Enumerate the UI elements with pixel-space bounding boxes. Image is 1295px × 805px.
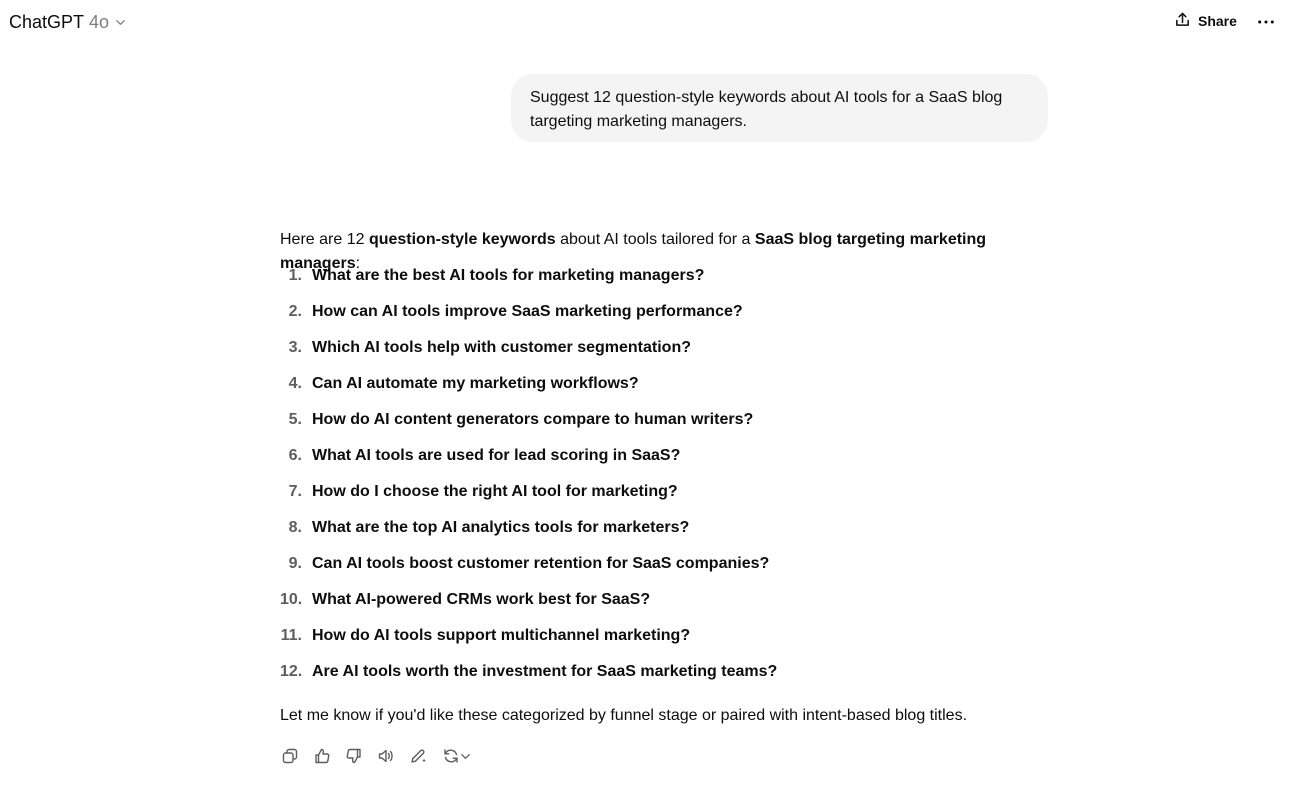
thumbs-down-icon — [345, 747, 363, 770]
intro-text: about AI tools tailored for a — [555, 231, 755, 248]
list-item — [280, 480, 1060, 516]
list-number: 9. — [288, 555, 302, 572]
read-aloud-button[interactable] — [372, 746, 400, 770]
share-icon — [1174, 11, 1191, 31]
more-options-button[interactable] — [1255, 11, 1277, 31]
copy-icon — [281, 747, 299, 770]
list-number: 4. — [288, 375, 302, 392]
share-button[interactable] — [1174, 10, 1237, 32]
user-message-text: Suggest 12 question-style keywords about AI tools for a SaaS blog targeting marketing managers. — [530, 89, 1003, 130]
intro-text: Here are 12 — [280, 231, 369, 248]
list-item — [280, 444, 1060, 480]
list-item — [280, 552, 1060, 588]
copy-button[interactable] — [276, 746, 304, 770]
thumbs-up-icon — [313, 747, 331, 770]
keyword-text: Can AI automate my marketing workflows? — [312, 375, 639, 392]
list-number: 10. — [280, 591, 303, 608]
assistant-message — [280, 228, 1060, 724]
list-number: 11. — [280, 627, 302, 644]
keyword-text: Which AI tools help with customer segmentation? — [312, 339, 691, 356]
list-number: 3. — [288, 339, 302, 356]
keyword-text: What AI tools are used for lead scoring in SaaS? — [312, 447, 681, 464]
list-number: 2. — [288, 303, 302, 320]
keyword-text: How do I choose the right AI tool for marketing? — [312, 483, 678, 500]
intro-bold-text: SaaS blog targeting marketing managers — [280, 231, 987, 272]
keyword-text: Can AI tools boost customer retention for SaaS companies? — [312, 555, 770, 572]
keyword-text: How do AI content generators compare to human writers? — [312, 411, 754, 428]
list-item — [280, 372, 1060, 408]
list-item — [280, 516, 1060, 552]
list-item — [280, 408, 1060, 444]
share-label: Share — [1198, 13, 1237, 29]
ellipsis-icon — [1257, 12, 1275, 30]
list-item — [280, 624, 1060, 660]
model-version: 4o — [89, 12, 110, 32]
read-aloud-icon — [377, 747, 395, 770]
intro-bold-text: question-style keywords — [368, 231, 556, 248]
keyword-text: Are AI tools worth the investment for SaaS marketing teams? — [312, 663, 778, 680]
keyword-text: How can AI tools improve SaaS marketing performance? — [312, 303, 743, 320]
keyword-text: What are the best AI tools for marketing managers? — [312, 267, 705, 284]
top-bar — [0, 0, 1295, 44]
bad-response-button[interactable] — [340, 746, 368, 770]
list-item — [280, 264, 1060, 300]
list-item — [280, 660, 1060, 696]
intro-text: : — [355, 255, 361, 272]
assistant-outro: Let me know if you'd like these categorized by funnel stage or paired with intent-based blog titles. — [280, 707, 968, 724]
keyword-text: What AI-powered CRMs work best for SaaS? — [312, 591, 651, 608]
model-name: ChatGPT — [9, 12, 85, 32]
good-response-button[interactable] — [308, 746, 336, 770]
model-switcher[interactable] — [9, 10, 126, 34]
list-item — [280, 588, 1060, 624]
keyword-text: How do AI tools support multichannel marketing? — [312, 627, 691, 644]
list-item — [280, 300, 1060, 336]
edit-canvas-icon — [409, 747, 427, 770]
list-number: 1. — [288, 267, 302, 284]
edit-in-canvas-button[interactable] — [404, 746, 432, 770]
user-message-bubble — [511, 74, 1048, 142]
list-number: 12. — [280, 663, 303, 680]
list-number: 7. — [288, 483, 302, 500]
list-item — [280, 336, 1060, 372]
message-action-bar — [276, 746, 476, 770]
chevron-down-icon — [115, 17, 126, 28]
list-number: 6. — [288, 447, 302, 464]
regenerate-icon — [442, 747, 460, 770]
keyword-list — [280, 264, 1060, 696]
regenerate-button[interactable] — [436, 746, 476, 770]
list-number: 8. — [288, 519, 302, 536]
keyword-text: What are the top AI analytics tools for marketers? — [312, 519, 690, 536]
list-number: 5. — [288, 411, 302, 428]
chevron-down-icon — [460, 749, 471, 767]
